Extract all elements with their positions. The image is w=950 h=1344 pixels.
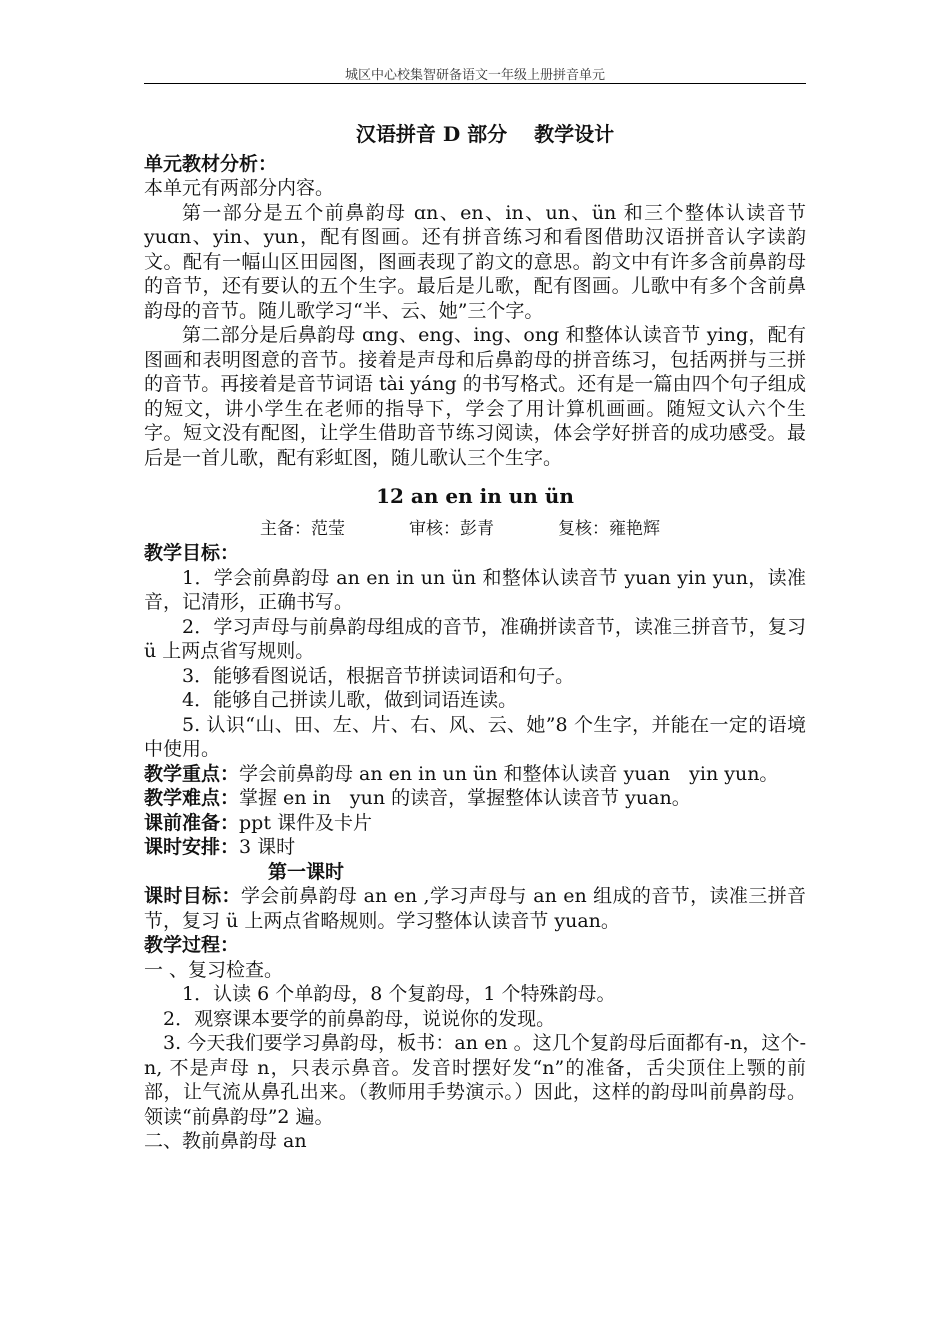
key-points xyxy=(144,762,806,787)
schedule xyxy=(144,835,806,860)
key-points-text: 学会前鼻韵母 an en in un ün 和整体认读音 yuan yin yun。 xyxy=(239,762,779,785)
process-section-1: 一 、复习检查。 xyxy=(144,958,284,981)
process-step: 2．观察课本要学的前鼻韵母，说说你的发现。 xyxy=(163,1007,556,1030)
schedule-label: 课时安排： xyxy=(144,836,240,858)
unit-analysis-heading: 单元教材分析： xyxy=(144,152,278,175)
reviewer: 审核：彭青 xyxy=(409,518,494,539)
unit-analysis-intro: 本单元有两部分内容。 xyxy=(144,177,335,199)
schedule-text: 3 课时 xyxy=(239,836,296,858)
period-goal-label: 课时目标： xyxy=(144,885,241,907)
unit-analysis-para-1: 第一部分是五个前鼻韵母 ɑn、en、in、un、ün 和三个整体认读音节 yuɑn、yin、yun，配有图画。还有拼音练习和看图借助汉语拼音认字读韵文。配有一幅山区田园图，图画表现了韵文的意思。韵文中有许多含前鼻韵母的音节，还有要认的五个生字。最后是儿歌，配有图画。儿歌中有多个含前鼻韵母的音节。随儿歌学习“半、云、她”三个字。 xyxy=(144,201,806,322)
process-step: 3. 今天我们要学习鼻韵母，板书：an en 。这几个复韵母后面都有-n，这个-n, 不是声母 n，只表示鼻音。发音时摆好发“n”的准备，舌尖顶住上颚的前部，让气流从鼻孔出来。（教师用手势演示。）因此，这样的韵母叫前鼻韵母。领读“前鼻韵母”2 遍。 xyxy=(144,1032,806,1128)
objective-item: 2．学习声母与前鼻韵母组成的音节，准确拼读音节，读准三拼音节，复习 ü 上两点省写规则。 xyxy=(144,615,806,662)
staff-line xyxy=(144,517,806,542)
preparation xyxy=(144,811,806,836)
preparation-label: 课前准备： xyxy=(144,811,240,834)
objective-item: 5. 认识“山、田、左、片、右、风、云、她”8 个生字，并能在一定的语境中使用。 xyxy=(144,713,806,760)
process-section-2: 二、教前鼻韵母 an xyxy=(144,1130,307,1152)
main-prep: 主备：范莹 xyxy=(260,518,345,539)
preparation-text: ppt 课件及卡片 xyxy=(239,811,373,834)
period-goal-text: 学会前鼻韵母 an en ,学习声母与 an en 组成的音节，读准三拼音节，复习 ü 上两点省略规则。学习整体认读音节 yuan。 xyxy=(144,885,806,932)
difficulties-text: 掌握 en in yun 的读音，掌握整体认读音节 yuan。 xyxy=(239,787,691,809)
document-title: 汉语拼音 D 部分 教学设计 xyxy=(355,122,615,146)
lesson-title: 12 an en in un ün xyxy=(376,484,574,508)
objectives-heading: 教学目标： xyxy=(144,542,240,564)
process-heading: 教学过程： xyxy=(144,934,240,956)
period-heading: 第一课时 xyxy=(268,860,345,883)
re-reviewer: 复核：雍艳辉 xyxy=(558,518,660,539)
difficulties-label: 教学难点： xyxy=(144,787,240,809)
period-goal xyxy=(144,884,806,933)
objective-item: 3．能够看图说话，根据音节拼读词语和句子。 xyxy=(182,664,575,687)
document-body xyxy=(144,122,806,1154)
objective-item: 1．学会前鼻韵母 an en in un ün 和整体认读音节 yuan yin yun，读准音，记清形，正确书写。 xyxy=(144,566,806,613)
process-step: 1．认读 6 个单韵母，8 个复韵母，1 个特殊韵母。 xyxy=(182,983,616,1005)
page-header: 城区中心校集智研备语文一年级上册拼音单元 xyxy=(344,68,605,83)
header-rule xyxy=(144,83,806,84)
difficulties xyxy=(144,786,806,811)
key-points-label: 教学重点： xyxy=(144,762,240,785)
unit-analysis-para-2: 第二部分是后鼻韵母 ɑng、eng、ing、ong 和整体认读音节 ying，配有图画和表明图意的音节。接着是声母和后鼻韵母的拼音练习，包括两拼与三拼的音节。再接着是音节词语 tài yáng 的书写格式。还有是一篇由四个句子组成的短文，讲小学生在老师的指导下，学会了用计算机画画。随短文认六个生字。短文没有配图，让学生借助音节练习阅读，体会学好拼音的成功感受。最后是一首儿歌，配有彩虹图，随儿歌认三个生字。 xyxy=(144,324,806,469)
objective-item: 4．能够自己拼读儿歌，做到词语连读。 xyxy=(182,689,518,711)
